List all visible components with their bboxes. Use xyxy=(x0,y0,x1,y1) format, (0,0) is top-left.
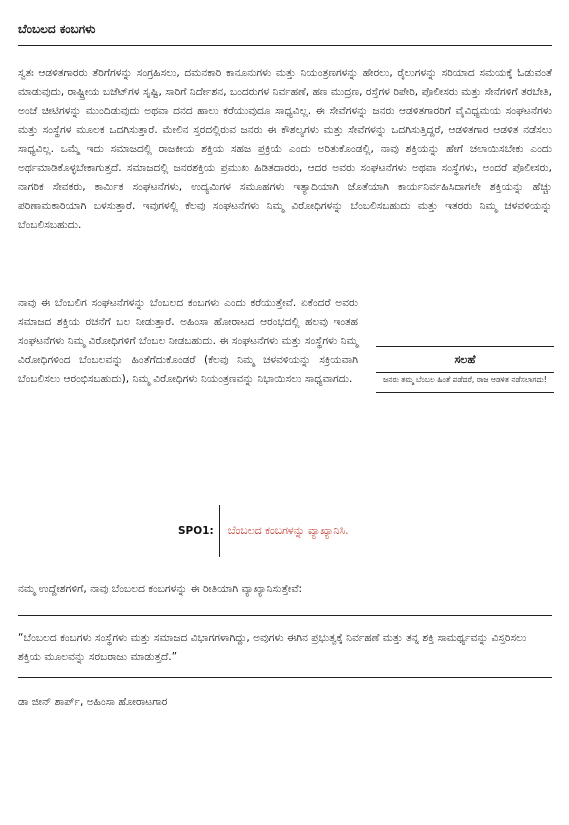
body-paragraph-1: ಸ್ವತಃ ಆಡಳಿತಗಾರರು ತೆರಿಗೆಗಳನ್ನು ಸಂಗ್ರಹಿಸಲು, ದಮನಕಾರಿ ಕಾನೂನುಗಳು ಮತ್ತು ನಿಯಂತ್ರಣಗಳನ್ನು ಹೇರಲು, ರೈಲುಗಳನ್ನು ಸರಿಯಾದ ಸಮಯಕ್ಕೆ ಓಡುವಂತೆ ಮಾಡುವುದು, ರಾಷ್ಟ್ರೀಯ ಬಜೆಟ್‌ಗಳ ಸೃಷ್ಟಿ, ಸಾರಿಗೆ ನಿರ್ದೇಶನ, ಬಂದರುಗಳ ನಿರ್ವಹಣೆ, ಹಣ ಮುದ್ರಣ, ರಸ್ತೆಗಳ ರಿಪೇರಿ, ಪೊಲೀಸರು ಮತ್ತು ಸೇನೆಗಳಿಗೆ ತರಬೇತಿ, ಅಂಚೆ ಚೀಟಿಗಳನ್ನು ಮುಂದಿಡುವುದು ಅಥವಾ ದನದ ಹಾಲು ಕರೆಯುವುದೂ ಸಾಧ್ಯವಿಲ್ಲ. ಈ ಸೇವೆಗಳನ್ನು ಜನರು ಆಡಳಿತಗಾರರಿಗೆ ವೈವಿಧ್ಯಮಯ ಸಂಘಟನೆಗಳು ಮತ್ತು ಸಂಸ್ಥೆಗಳ ಮೂಲಕ ಒದಗಿಸುತ್ತಾರೆ. ಮೇಲಿನ ಸ್ತರದಲ್ಲಿರುವ ಜನರು ಈ ಕೌಶಲ್ಯಗಳು ಮತ್ತು ಸೇವೆಗಳನ್ನು ಒದಗಿಸುತ್ತಿದ್ದರೆ, ಆಡಳಿತಗಾರ ಆಡಳಿತ ನಡೆಸಲು ಸಾಧ್ಯವಿಲ್ಲ. ಒಮ್ಮೆ ಇದು ಸಮಾಜದಲ್ಲಿ ರಾಜಕೀಯ ಶಕ್ತಿಯ ಸಹಜ ಪ್ರಕ್ರಿಯೆ ಎಂದು ಅರಿತುಕೊಂಡಲ್ಲಿ, ನಾವು ಶಕ್ತಿಯನ್ನು ಹೇಗೆ ಚಲಾಯಿಸಬೇಕು ಎಂದು ಅರ್ಥಮಾಡಿಕೊಳ್ಳಬೇಕಾಗುತ್ತದೆ. ಸಮಾಜದಲ್ಲಿ ಜನರಶಕ್ತಿಯ ಪ್ರಮುಖ ಹಿಡಿತದಾರರು, ಆದರ ಅವರು ಸಂಘಟನೆಗಳು ಅಥವಾ ಸಂಸ್ಥೆಗಳು, ಅಂದರೆ ಪೊಲೀಸರು, ನಾಗರಿಕ ಸೇವಕರು, ಕಾರ್ಮಿಕ ಸಂಘಟನೆಗಳು, ಉದ್ಯಮಿಗಳ ಸಮೂಹಗಳು ಇತ್ಯಾದಿಯಾಗಿ ಜೊತೆಯಾಗಿ ಕಾರ್ಯನಿರ್ವಹಿಸಿದಾಗಲೇ ಶಕ್ತಿಯನ್ನು ಹೆಚ್ಚು ಪರಿಣಾಮಕಾರಿಯಾಗಿ ಬಳಸುತ್ತಾರೆ. ಇವುಗಳಲ್ಲಿ ಕೆಲವು ಸಂಘಟನೆಗಳು ನಿಮ್ಮ ವಿರೋಧಿಗಳನ್ನು ಬೆಂಬಲಿಸಬಹುದು ಮತ್ತು ಇತರರು ನಿಮ್ಮ ಚಳವಳಿಯನ್ನು ಬೆಂಬಲಿಸಬಹುದು. xyxy=(18,67,552,231)
definition-intro: ನಮ್ಮ ಉದ್ದೇಶಗಳಿಗೆ, ನಾವು ಬೆಂಬಲದ ಕಂಬಗಳನ್ನು ಈ ರೀತಿಯಾಗಿ ವ್ಯಾಖ್ಯಾನಿಸುತ್ತೇವೆ: xyxy=(18,583,303,595)
learning-objective xyxy=(178,505,349,557)
objective-label: SPO1: xyxy=(178,525,214,537)
tip-box-bottom-rule xyxy=(376,392,554,393)
tip-box-title: ಸಲಹೆ xyxy=(454,353,476,366)
tip-box-top-rule xyxy=(376,346,554,347)
objective-text: ಬೆಂಬಲದ ಕಂಬಗಳನ್ನು ವ್ಯಾಖ್ಯಾನಿಸಿ. xyxy=(227,524,349,537)
definition-quote: “ಬೆಂಬಲದ ಕಂಬಗಳು ಸಂಸ್ಥೆಗಳು ಮತ್ತು ಸಮಾಜದ ವಿಭಾಗಗಳಾಗಿದ್ದು, ಅವುಗಳು ಈಗಿನ ಪ್ರಭುತ್ವಕ್ಕೆ ನಿರ್ವಹಣೆ ಮತ್ತು ತನ್ನ ಶಕ್ತಿ ಸಾಮರ್ಥ್ಯವನ್ನು ವಿಸ್ತರಿಸಲು ಶಕ್ತಿಯ ಮೂಲವನ್ನು ಸರಬರಾಜು ಮಾಡುತ್ತದೆ.” xyxy=(18,632,527,663)
quote-bottom-rule xyxy=(18,677,552,678)
section-title: ಬೆಂಬಲದ ಕಂಬಗಳು xyxy=(18,22,96,36)
quote-author: ಡಾ ಜೀನ್ ಶಾರ್ಪ್, ಅಹಿಂಸಾ ಹೋರಾಟಗಾರ xyxy=(18,696,168,708)
tip-box-text: ಜನರು ತಮ್ಮ ಬೆಂಬಲ ಹಿಂತೆ ಪಡೆದರೆ, ರಾಜ ಆಡಳಿತ ನಡೆಸಲಾಗದು! xyxy=(383,375,547,384)
body-paragraph-2: ನಾವು ಈ ಬೆಂಬಲಿಗ ಸಂಘಟನೆಗಳನ್ನು ಬೆಂಬಲದ ಕಂಬಗಳು ಎಂದು ಕರೆಯುತ್ತೇವೆ. ಏಕೆಂದರೆ ಅವರು ಸಮಾಜದ ಶಕ್ತಿಯ ರಚನೆಗೆ ಬಲ ನೀಡುತ್ತಾರೆ. ಅಹಿಂಸಾ ಹೋರಾಟದ ಆರಂಭದಲ್ಲಿ ಹಲವು ಇಂತಹ ಸಂಘಟನೆಗಳು ನಿಮ್ಮ ವಿರೋಧಿಗಳಿಗೆ ಬೆಂಬಲ ನೀಡಬಹುದು. ಈ ಸಂಘಟನೆಗಳು ಮತ್ತು ಸಂಸ್ಥೆಗಳು ನಿಮ್ಮ ವಿರೋಧಿಗಳಿಂದ ಬೆಂಬಲವನ್ನು ಹಿಂತೆಗೆದುಕೊಂಡರೆ (ಕೆಲವು ನಿಮ್ಮ ಚಳವಳಿಯನ್ನು ಸಕ್ರಿಯವಾಗಿ ಬೆಂಬಲಿಸಲು ಆರಂಭಿಸಬಹುದು), ನಿಮ್ಮ ವಿರೋಧಿಗಳು ನಿಯಂತ್ರಣವನ್ನು ನಿಭಾಯಿಸಲು ಸಾಧ್ಯವಾಗದು. xyxy=(18,297,358,385)
quote-top-rule xyxy=(18,615,552,616)
tip-box xyxy=(376,346,554,393)
title-divider xyxy=(18,45,552,46)
